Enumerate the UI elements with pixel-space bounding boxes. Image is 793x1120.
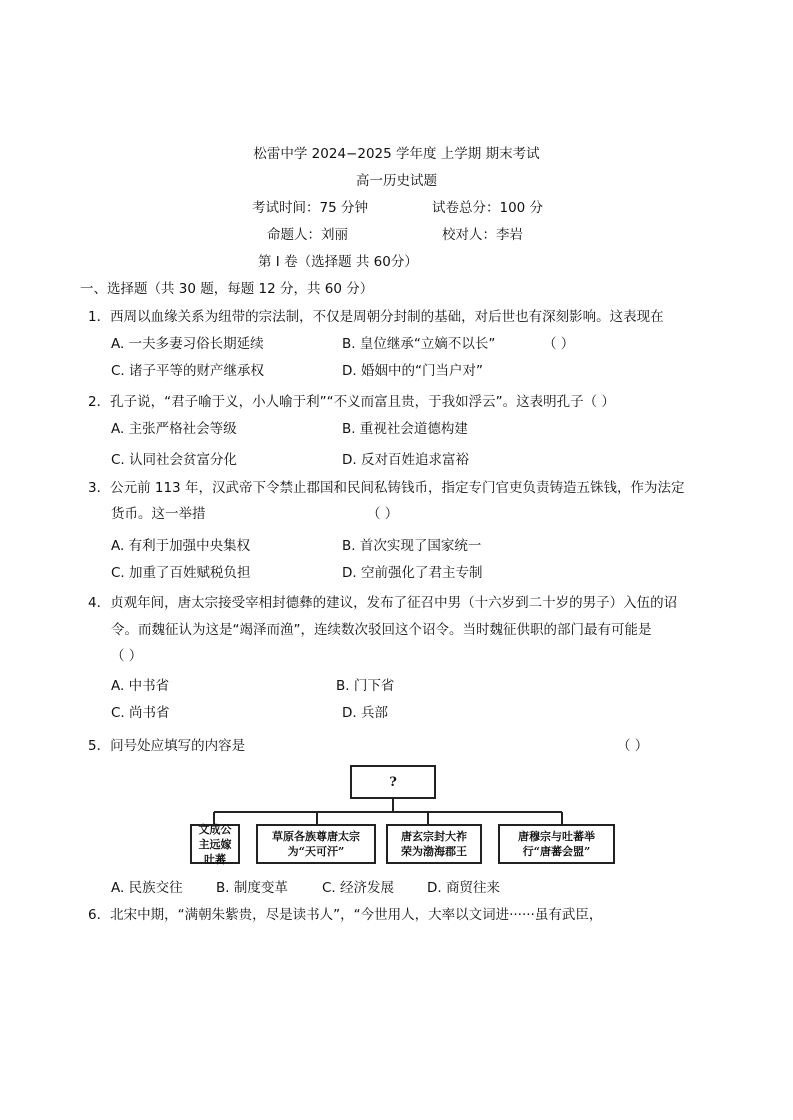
diagram-box-3: 唐玄宗封大祚荣为渤海郡王 [386, 824, 482, 864]
question-5-diagram [190, 762, 615, 872]
question-5-stem: 5．问号处应填写的内容是 [88, 738, 246, 754]
question-3-option-a: A. 有利于加强中央集权 [111, 538, 251, 554]
question-4-option-b: B. 门下省 [336, 678, 395, 694]
question-2-stem: 2．孔子说，“君子喻于义，小人喻于利”“不义而富且贵，于我如浮云”。这表明孔子（ ） [88, 394, 615, 410]
question-1-option-b: B. 皇位继承“立嫡不以长” [342, 336, 496, 352]
section-heading: 一、选择题（共 30 题，每题 12 分，共 60 分） [80, 281, 374, 297]
diagram-box-4: 唐穆宗与吐蕃举行“唐蕃会盟” [498, 824, 615, 864]
question-5-paren: （ ） [617, 738, 649, 754]
question-2-option-a: A. 主张严格社会等级 [111, 421, 237, 437]
question-5-option-c: C. 经济发展 [322, 880, 395, 896]
question-6-stem: 6．北宋中期，“满朝朱紫贵，尽是读书人”，“今世用人，大率以文词进······虽有武臣， [88, 907, 603, 923]
question-4-stem-line2: 令。而魏征认为这是“竭泽而渔”，连续数次驳回这个诏令。当时魏征供职的部门最有可能是 [111, 622, 652, 638]
question-3-option-b: B. 首次实现了国家统一 [342, 538, 482, 554]
exam-subtitle: 高一历史试题 [356, 173, 437, 189]
question-3-stem-line2: 货币。这一举措 [111, 506, 206, 522]
question-1-option-a: A. 一夫多妻习俗长期延续 [111, 336, 264, 352]
question-4-option-d: D. 兵部 [342, 705, 388, 721]
question-2-option-c: C. 认同社会贫富分化 [111, 452, 238, 468]
exam-checker: 校对人：李岩 [442, 227, 523, 243]
question-3-stem-line1: 3．公元前 113 年，汉武帝下令禁止郡国和民间私铸钱币，指定专门官吏负责铸造五铢钱，作为法定 [88, 480, 685, 496]
question-5-option-a: A. 民族交往 [111, 880, 183, 896]
volume-heading: 第 I 卷（选择题 共 60分） [258, 254, 418, 270]
exam-author: 命题人：刘丽 [267, 227, 348, 243]
exam-title: 松雷中学 2024−2025 学年度 上学期 期末考试 [253, 146, 540, 162]
question-2-option-b: B. 重视社会道德构建 [342, 421, 468, 437]
question-4-option-a: A. 中书省 [111, 678, 170, 694]
diagram-box-1: 文成公主远嫁吐蕃 [190, 824, 240, 864]
question-1-stem: 1．西周以血缘关系为纽带的宗法制，不仅是周朝分封制的基础，对后世也有深刻影响。这表现在 [88, 309, 664, 325]
diagram-box-2: 草原各族尊唐太宗为“天可汗” [256, 824, 376, 864]
question-3-option-d: D. 空前强化了君主专制 [342, 565, 483, 581]
question-4-option-c: C. 尚书省 [111, 705, 170, 721]
question-5-option-d: D. 商贸往来 [427, 880, 500, 896]
exam-time: 考试时间：75 分钟 [252, 200, 368, 216]
question-1-option-c: C. 诸子平等的财产继承权 [111, 363, 265, 379]
exam-total-score: 试卷总分：100 分 [432, 200, 544, 216]
question-4-paren: （ ） [111, 648, 143, 664]
question-1-option-d: D. 婚姻中的“门当户对” [342, 363, 483, 379]
question-1-paren: （ ） [543, 336, 575, 352]
question-5-option-b: B. 制度变革 [216, 880, 288, 896]
question-3-paren: （ ） [367, 506, 399, 522]
question-4-stem-line1: 4．贞观年间，唐太宗接受宰相封德彝的建议，发布了征召中男（十六岁到二十岁的男子）入伍的诏 [88, 595, 678, 611]
question-2-option-d: D. 反对百姓追求富裕 [342, 452, 469, 468]
diagram-question-box: ? [350, 765, 436, 799]
question-3-option-c: C. 加重了百姓赋税负担 [111, 565, 251, 581]
